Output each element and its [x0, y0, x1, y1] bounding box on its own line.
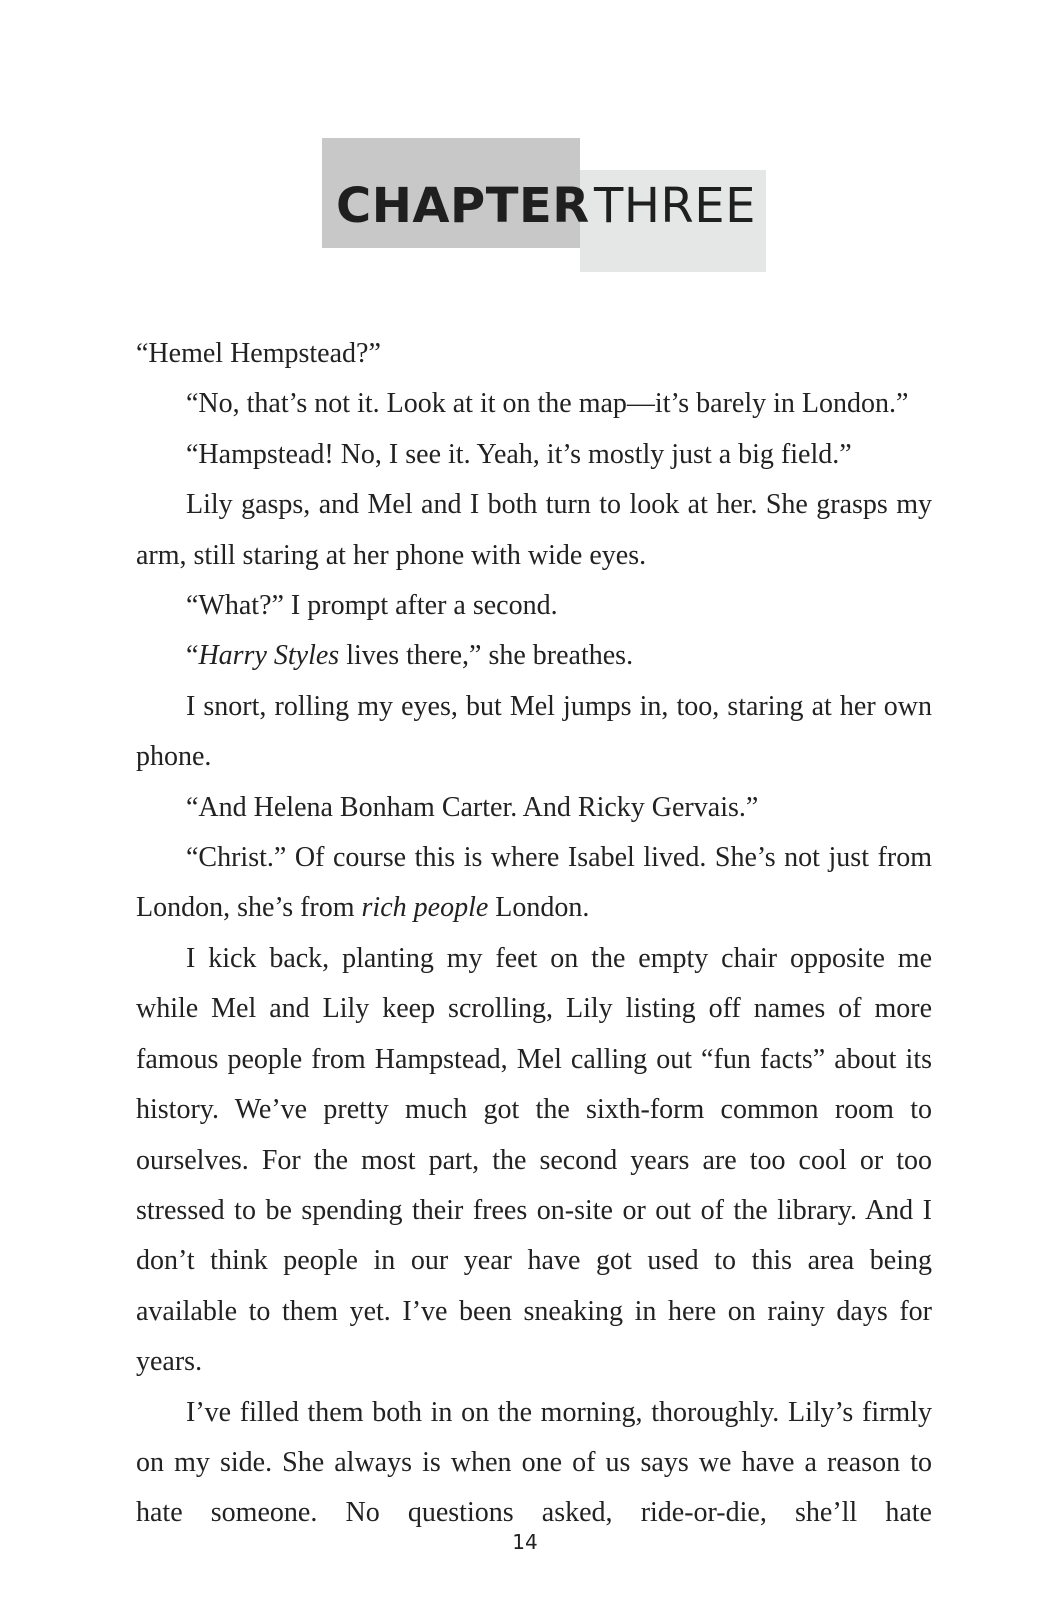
paragraph [136, 631, 932, 681]
paragraph-text: lives there,” she breathes. [339, 640, 634, 672]
italic-text: Harry Styles [198, 640, 340, 672]
chapter-number: THREE [594, 178, 756, 234]
paragraph: I snort, rolling my eyes, but Mel jumps in, too, staring at her own phone. [136, 690, 932, 773]
paragraph: “And Helena Bonham Carter. And Ricky Gervais.” [186, 791, 759, 823]
paragraph [136, 833, 932, 934]
paragraph: I kick back, planting my feet on the empty chair opposite me while Mel and Lily keep scrolling, Lily listing off names of more famous people from Hampstead, Mel calling out “fun facts” about its history. We’ve pretty much got the sixth-form common room to ourselves. For the most part, the second years are too cool or too stressed to be spending their frees on-site or out of the library. And I don’t think people in our year have got used to this area being available to them yet. I’ve been sneaking in here on rainy days for years. [136, 942, 932, 1378]
paragraph: “What?” I prompt after a second. [186, 590, 558, 622]
paragraph: I’ve filled them both in on the morning, thoroughly. Lily’s firmly on my side. She always is when one of us says we have a reason to hate someone. No questions asked, ride-or-die, she’ll hate [136, 1396, 932, 1529]
paragraph: Lily gasps, and Mel and I both turn to look at her. She grasps my arm, still staring at her phone with wide eyes. [136, 489, 932, 571]
body-text [136, 329, 932, 1539]
italic-text: rich people [361, 892, 489, 924]
paragraph: “Hampstead! No, I see it. Yeah, it’s mostly just a big field.” [186, 438, 852, 470]
page-number: 14 [512, 1530, 538, 1554]
chapter-label: CHAPTER [336, 178, 590, 234]
paragraph: “Hemel Hempstead?” [136, 338, 381, 369]
paragraph-text: London. [488, 892, 590, 924]
paragraph: “No, that’s not it. Look at it on the map—it’s barely in London.” [186, 388, 909, 420]
paragraph-text: “Christ.” Of course this is where Isabel lived. She’s not just from London, she’s from [136, 842, 932, 924]
chapter-heading [0, 0, 1050, 300]
paragraph-text: “ [186, 640, 199, 672]
